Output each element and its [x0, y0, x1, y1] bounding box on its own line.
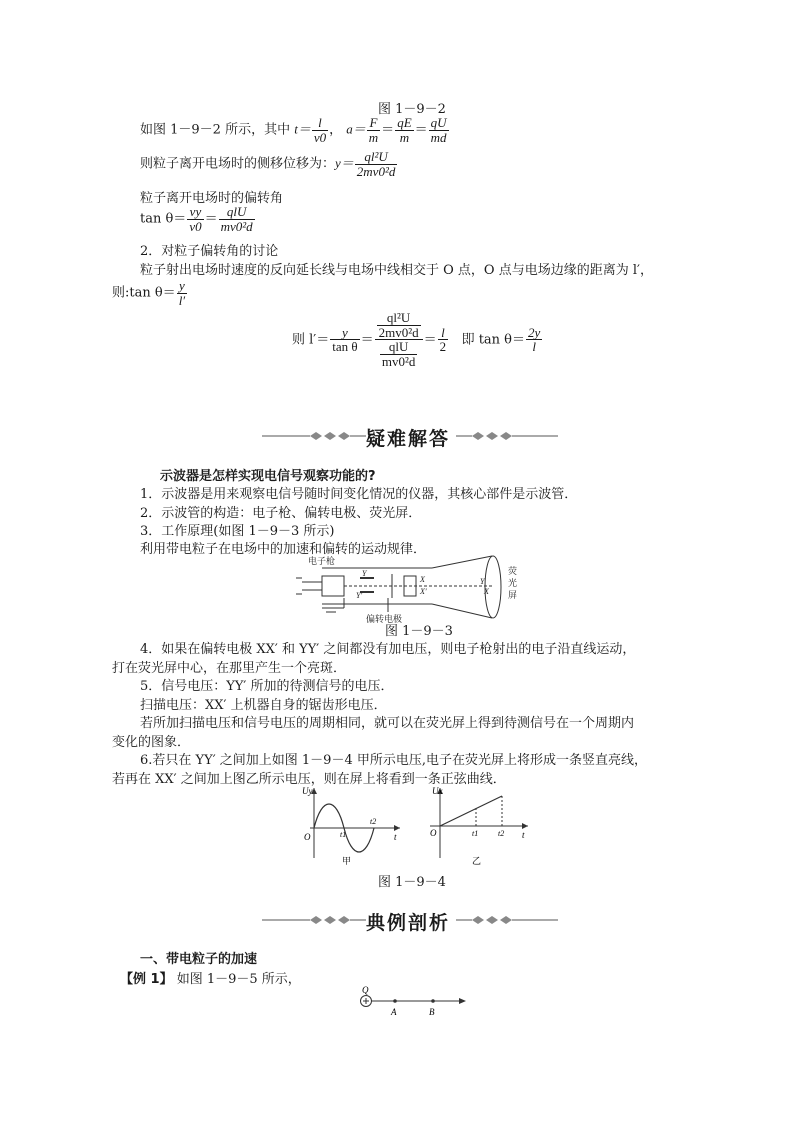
formula-line-tan: tan θ＝ $\frac{vy}{v0}$ ＝ $\frac{\text{qlU}}{\text{mv0²d}}$: [140, 204, 253, 234]
oscilloscope-tube-diagram: [292, 554, 528, 624]
text-q3b: 利用带电粒子在电场中的加速和偏转的运动规律．: [140, 542, 427, 557]
text-q1: 1．示波器是用来观察电信号随时间变化情况的仪器，其核心部件是示波管．: [140, 487, 578, 502]
text-p5: 5．信号电压：YY′ 所加的待测信号的电压．: [140, 679, 394, 694]
frac-l1: $\frac{y}{\text{tan θ}}$: [332, 324, 358, 355]
text-p5c: 若所加扫描电压和信号电压的周期相同，就可以在荧光屏上得到待测信号在一个周期内: [140, 716, 635, 731]
figure-caption-1-9-4: 图 1－9－4: [378, 875, 446, 890]
formula-line-y: [140, 150, 398, 178]
charge-line-diagram: [354, 984, 472, 1020]
eq-t: t＝: [294, 121, 311, 137]
frac-y: $\frac{\text{ql²U}}{\text{2mv0²d}}$: [356, 149, 396, 179]
example-1-line: [120, 968, 301, 987]
question-title: 示波器是怎样实现电信号观察功能的?: [160, 469, 376, 484]
label-origin-left: O: [304, 832, 311, 842]
label-screen-3: 屏: [508, 590, 518, 600]
text-p4a: 4．如果在偏转电极 XX′ 和 YY′ 之间都没有加电压，则电子枪射出的电子沿直线运动，: [140, 642, 636, 657]
label-Yp: Y′: [356, 591, 363, 600]
text-reverse-extension: 粒子射出电场时速度的反向延长线与电场中线相交于 O 点，O 点与电场边缘的距离为 l′，: [140, 263, 653, 278]
text-prefix: 则粒子离开电场时的侧移位移为：: [140, 156, 336, 172]
graph-uy-sine: [292, 782, 404, 866]
formula-line-t-a: 如图 1－9－2 所示，其中 t＝ $\frac{l}{v0}$ ， a＝ $\frac{F}{m}$ ＝ $\frac{qE}{m}$ ＝ $\frac{qU}{md}$: [140, 115, 447, 145]
label-screen-1: 荧: [508, 566, 518, 576]
eq-l-tan: 即 tan θ＝: [461, 332, 526, 348]
text-p6a: 6.若只在 YY′ 之间加上如图 1－9－4 甲所示电压,电子在荧光屏上将形成一条竖直亮线，: [140, 753, 647, 768]
frac-a3: $\frac{qU}{md}$: [430, 115, 447, 145]
label-ux: Ux: [432, 786, 443, 796]
eq-l-prefix: 则 l′＝: [292, 332, 330, 348]
formula-line-tan-l: [112, 279, 188, 307]
text-deflection-angle: 粒子离开电场时的偏转角: [140, 191, 284, 206]
label-Xp: X′: [420, 587, 427, 596]
frac-a1: $\frac{F}{m}$: [368, 115, 379, 145]
example-tag: 【例 1】: [120, 972, 173, 987]
example-text: 如图 1－9－5 所示，: [176, 972, 301, 987]
label-jia: 甲: [342, 856, 352, 866]
label-Q: Q: [362, 985, 369, 995]
frac-nested: $\frac{\frac{\text{ql²U}}{\text{2mv0²d}}}{\frac{\text{qlU}}{\text{mv0²d}}}$: [375, 311, 423, 369]
text-q3: 3．工作原理(如图 1－9－3 所示): [140, 524, 335, 539]
text-p5b: 扫描电压：XX′ 上机器自身的锯齿形电压．: [140, 698, 387, 713]
label-X: X: [420, 575, 425, 584]
label-Y: Y: [362, 569, 367, 578]
label-screen-2: 光: [508, 578, 518, 588]
label-t2-right: t2: [498, 829, 505, 838]
text-p4b: 打在荧光屏中心，在那里产生一个亮斑．: [112, 661, 347, 676]
label-t1-right: t1: [472, 829, 479, 838]
label-t2-left: t2: [370, 817, 377, 826]
svg-text:X: X: [484, 587, 489, 596]
text-p5d: 变化的图象．: [112, 735, 191, 750]
frac-t: $\frac{l}{v0}$: [313, 115, 327, 145]
figure-caption-1-9-3: 图 1－9－3: [385, 624, 453, 639]
label-electron-gun: 电子枪: [308, 556, 336, 566]
frac-a2: $\frac{qE}{m}$: [397, 115, 412, 145]
graph-ux-sawtooth: [422, 782, 534, 866]
frac-2y-l: $\frac{2y}{l}$: [528, 324, 541, 355]
label-uy: Uy: [302, 786, 313, 796]
section-title-examples: 典例剖析: [366, 912, 451, 934]
frac-y-l: $\frac{y}{l'}$: [178, 278, 186, 308]
svg-text:Y: Y: [480, 577, 485, 586]
label-origin-right: O: [430, 828, 437, 838]
label-B: B: [429, 1007, 435, 1017]
frac-tan1: $\frac{vy}{v0}$: [189, 204, 202, 234]
eq-tan: tan θ＝: [140, 211, 187, 227]
formula-l-prime: 则 l′＝ $\frac{y}{\text{tan θ}}$ ＝ $\frac{\frac{\text{ql²U}}{\text{2mv0²d}}}{\frac{\text{qlU}}{\text{mv0²d}}}$ ＝ $\frac{l}{2}$ 即 tan θ＝ $\frac{2y}{l}$: [292, 310, 541, 369]
section-title-difficulties: 疑难解答: [366, 428, 451, 450]
label-yi: 乙: [472, 856, 482, 866]
label-t-right: t: [522, 830, 525, 840]
eq-y: y＝: [335, 155, 354, 171]
frac-tan2: $\frac{\text{qlU}}{\text{mv0²d}}$: [220, 204, 253, 234]
text-prefix: 则:tan θ＝: [112, 285, 176, 301]
label-A: A: [391, 1007, 397, 1017]
text-item-2: 2．对粒子偏转角的讨论: [140, 244, 279, 259]
label-t-left: t: [394, 832, 397, 842]
text-q2: 2．示波管的构造：电子枪、偏转电极、荧光屏．: [140, 506, 422, 521]
figure-caption-1-9-2: 图 1－9－2: [378, 102, 446, 117]
frac-l3: $\frac{l}{2}$: [439, 324, 447, 355]
label-deflection-electrode: 偏转电极: [366, 614, 403, 624]
eq-a: a＝: [346, 121, 366, 137]
text-p6b: 若再在 XX′ 之间加上图乙所示电压，则在屏上将看到一条正弦曲线．: [112, 772, 506, 787]
label-t1-left: t1: [340, 830, 347, 839]
subheading-acceleration: 一、带电粒子的加速: [140, 952, 258, 967]
text-prefix: 如图 1－9－2 所示，其中: [140, 122, 291, 138]
